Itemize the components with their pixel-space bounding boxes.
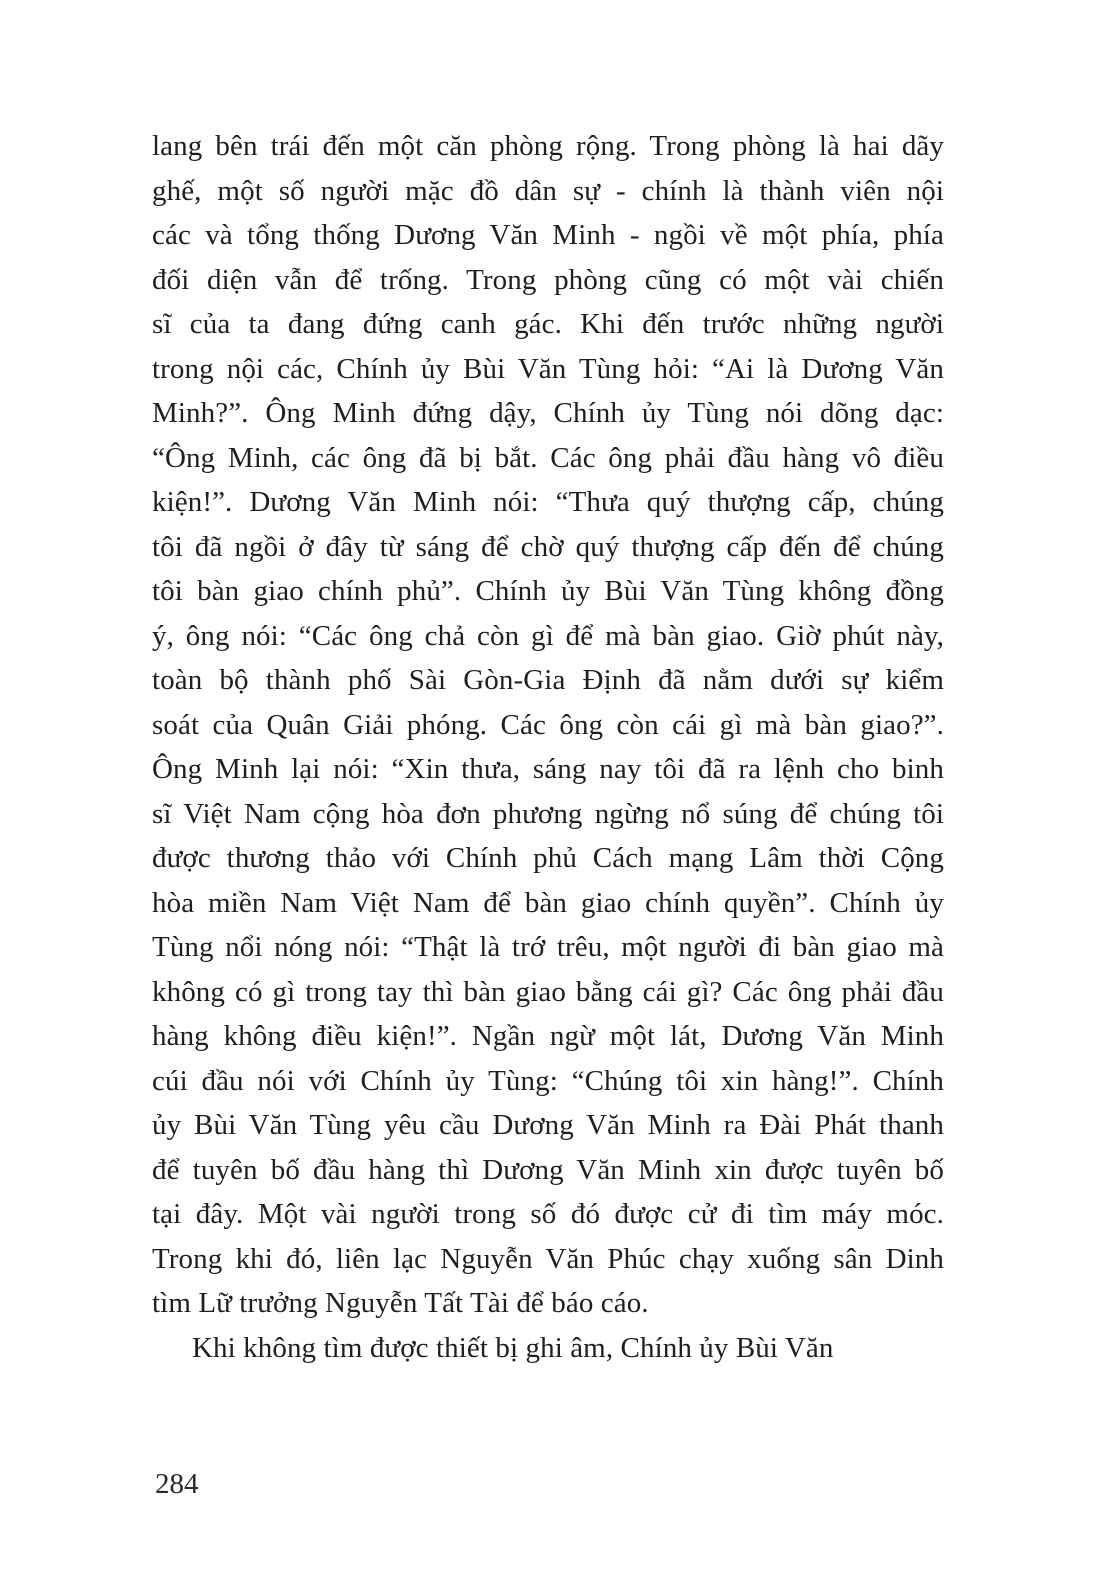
- text-line: sĩ Việt Nam cộng hòa đơn phương ngừng nổ súng để chúng tôi: [152, 797, 944, 830]
- text-line: Tùng nổi nóng nói: “Thật là trớ trêu, một người đi bàn giao mà: [152, 931, 944, 963]
- text-line: cúi đầu nói với Chính ủy Tùng: “Chúng tôi xin hàng!”. Chính: [152, 1064, 944, 1097]
- page-text: [152, 124, 944, 1370]
- text-line: ghế, một số người mặc đồ dân sự - chính là thành viên nội: [152, 174, 944, 207]
- text-line: hàng không điều kiện!”. Ngần ngừ một lát, Dương Văn Minh: [152, 1020, 944, 1052]
- text-line: lang bên trái đến một căn phòng rộng. Trong phòng là hai dãy: [152, 130, 944, 162]
- text-line: ý, ông nói: “Các ông chả còn gì để mà bàn giao. Giờ phút này,: [152, 619, 944, 652]
- text-line: toàn bộ thành phố Sài Gòn-Gia Định đã nằm dưới sự kiểm: [152, 664, 944, 696]
- text-line: soát của Quân Giải phóng. Các ông còn cái gì mà bàn giao?”.: [152, 708, 944, 741]
- text-line: để tuyên bố đầu hàng thì Dương Văn Minh xin được tuyên bố: [152, 1153, 944, 1186]
- text-line: trong nội các, Chính ủy Bùi Văn Tùng hỏi: “Ai là Dương Văn: [152, 352, 944, 385]
- text-line: được thương thảo với Chính phủ Cách mạng Lâm thời Cộng: [152, 842, 944, 874]
- text-line: các và tổng thống Dương Văn Minh - ngồi về một phía, phía: [152, 219, 944, 251]
- text-line: tại đây. Một vài người trong số đó được cử đi tìm máy móc.: [152, 1198, 944, 1230]
- text-line: kiện!”. Dương Văn Minh nói: “Thưa quý thượng cấp, chúng: [152, 486, 944, 518]
- text-line: Ông Minh lại nói: “Xin thưa, sáng nay tôi đã ra lệnh cho binh: [152, 753, 944, 785]
- text-line: “Ông Minh, các ông đã bị bắt. Các ông phải đầu hàng vô điều: [152, 441, 944, 474]
- text-line: ủy Bùi Văn Tùng yêu cầu Dương Văn Minh ra Đài Phát thanh: [152, 1109, 944, 1141]
- text-line: tôi đã ngồi ở đây từ sáng để chờ quý thượng cấp đến để chúng: [152, 530, 944, 563]
- text-line: sĩ của ta đang đứng canh gác. Khi đến trước những người: [152, 308, 944, 340]
- text-line: không có gì trong tay thì bàn giao bằng cái gì? Các ông phải đầu: [152, 975, 944, 1008]
- text-line: tôi bàn giao chính phủ”. Chính ủy Bùi Văn Tùng không đồng: [152, 575, 944, 607]
- page-number: 284: [155, 1468, 199, 1500]
- text-line: Khi không tìm được thiết bị ghi âm, Chính ủy Bùi Văn: [192, 1331, 834, 1364]
- text-line: đối diện vẫn để trống. Trong phòng cũng có một vài chiến: [152, 263, 944, 296]
- text-line: Trong khi đó, liên lạc Nguyễn Văn Phúc chạy xuống sân Dinh: [152, 1242, 944, 1275]
- text-line: tìm Lữ trưởng Nguyễn Tất Tài để báo cáo.: [152, 1287, 649, 1319]
- text-line: hòa miền Nam Việt Nam để bàn giao chính quyền”. Chính ủy: [152, 886, 944, 919]
- text-line: Minh?”. Ông Minh đứng dậy, Chính ủy Tùng nói dõng dạc:: [152, 397, 944, 429]
